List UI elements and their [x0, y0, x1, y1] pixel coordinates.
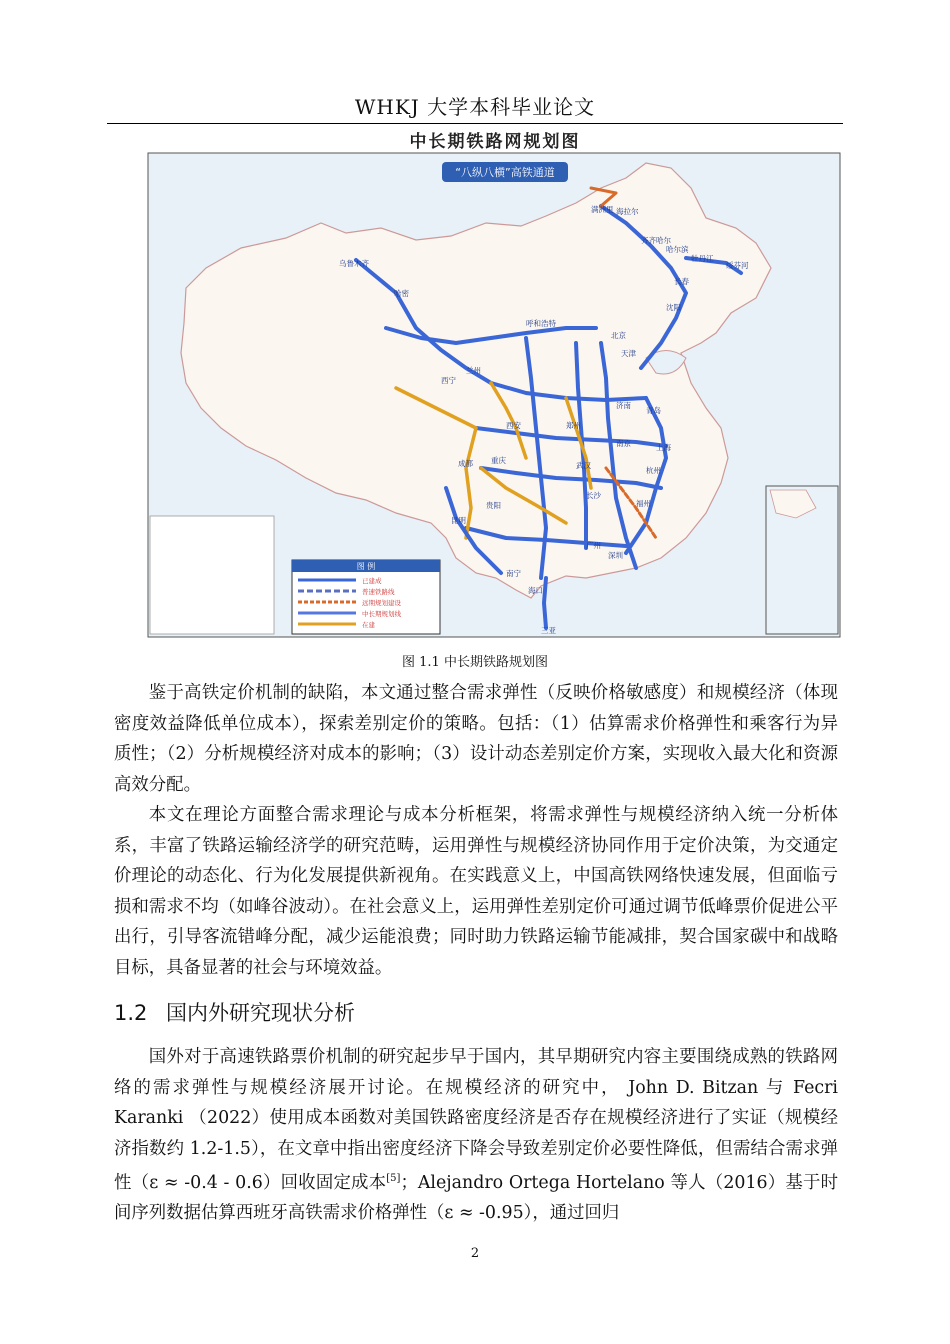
- legend: [292, 560, 440, 634]
- city-label: 南京: [616, 439, 631, 448]
- header-rule: [107, 123, 843, 124]
- city-label: 海口: [528, 586, 543, 595]
- city-label: 广州: [586, 541, 601, 550]
- city-label: 乌鲁木齐: [339, 259, 369, 268]
- city-label: 西安: [506, 421, 521, 430]
- railway-map-figure: [146, 128, 844, 638]
- city-label: 杭州: [646, 466, 661, 475]
- paragraph-1: 鉴于高铁定价机制的缺陷，本文通过整合需求弹性（反映价格敏感度）和规模经济（体现密度效益降低单位成本），探索差别定价的策略。包括：（1）估算需求价格弹性和乘客行为异质性；（2）分析规模经济对成本的影响；（3）设计动态差别定价方案，实现收入最大化和资源高效分配。: [114, 683, 838, 795]
- rail-line: [544, 578, 546, 628]
- map-title: 中长期铁路网规划图: [409, 132, 581, 152]
- section-heading: [114, 998, 355, 1028]
- section-number: 1.2: [114, 1001, 148, 1025]
- city-label: 满洲里: [591, 205, 614, 214]
- page-header: WHKJ 大学本科毕业论文: [354, 95, 596, 119]
- legend-item-label: 已建成: [362, 577, 382, 585]
- paragraph-2: 本文在理论方面整合需求理论与成本分析框架，将需求弹性与规模经济纳入统一分析体系，丰富了铁路运输经济学的研究范畴，运用弹性与规模经济协同作用于定价决策，为交通定价理论的动态化、行为化发展提供新视角。在实践意义上，中国高铁网络快速发展，但面临亏损和需求不均（如峰谷波动）。在社会意义上，运用弹性差别定价可通过调节低峰票价促进公平出行，引导客流错峰分配，减少运能浪费；同时助力铁路运输节能减排，契合国家碳中和战略目标，具备显著的社会与环境效益。: [114, 805, 838, 978]
- legend-title: 图 例: [356, 562, 376, 571]
- city-label: 牡丹江: [691, 254, 714, 263]
- city-label: 兰州: [466, 366, 481, 375]
- legend-item-label: 远期规划建设: [362, 599, 401, 607]
- legend-item-label: 在建: [362, 621, 375, 629]
- paragraph-3-text-cont: ；Alejandro Ortega Hortelano 等人（2016）基于时间序列数据估算西班牙高铁需求价格弹性（ε ≈ -0.95），通过回归: [114, 1172, 839, 1224]
- city-label: 绥芬河: [726, 261, 749, 270]
- city-label: 哈密: [394, 289, 409, 298]
- city-label: 武汉: [576, 461, 591, 470]
- city-label: 天津: [621, 349, 636, 358]
- inset-legend-box: [150, 516, 274, 634]
- city-label: 昆明: [451, 516, 466, 525]
- city-label: 海拉尔: [616, 207, 639, 216]
- city-label: 长沙: [586, 491, 601, 500]
- city-label: 重庆: [491, 456, 506, 465]
- city-label: 长春: [674, 277, 689, 286]
- paragraph-3: [114, 1042, 838, 1229]
- citation-ref: [5]: [386, 1173, 401, 1184]
- city-label: 南宁: [506, 569, 521, 578]
- city-label: 上海: [656, 443, 671, 452]
- city-label: 呼和浩特: [526, 319, 556, 328]
- paragraph-3-text: 国外对于高速铁路票价机制的研究起步早于国内，其早期研究内容主要围绕成熟的铁路网络的需求弹性与规模经济展开讨论。在规模经济的研究中， John D. Bitzan 与 Fecri Karanki （2022）使用成本函数对美国铁路密度经济是否存在规模经济进行了实证（规模经济指数约 1.2-1.5），在文章中指出密度经济下降会导致差别定价必要性降低，但需结合需求弹性（ε ≈ -0.4 - 0.6）回收固定成本: [114, 1047, 838, 1193]
- city-label: 青岛: [646, 406, 661, 415]
- city-label: 北京: [611, 331, 626, 340]
- legend-item-label: 中长期规划线: [362, 610, 401, 618]
- city-label: 深圳: [608, 551, 623, 560]
- section-title: 国内外研究现状分析: [166, 1001, 355, 1025]
- city-label: 济南: [616, 401, 631, 410]
- figure-caption: 图 1.1 中长期铁路规划图: [402, 655, 548, 670]
- city-label: 贵阳: [486, 501, 501, 510]
- city-label: 成都: [458, 459, 473, 468]
- city-label: 沈阳: [666, 303, 681, 312]
- city-label: 西宁: [441, 376, 456, 385]
- city-label: 哈尔滨: [666, 245, 689, 254]
- city-label: 齐齐哈尔: [641, 236, 671, 245]
- city-label: 三亚: [541, 626, 556, 635]
- legend-item-label: 普速铁路线: [362, 588, 395, 596]
- city-label: 福州: [636, 499, 651, 508]
- city-label: 郑州: [566, 421, 581, 430]
- banner-text: “八纵八横”高铁通道: [455, 166, 555, 179]
- page-number: 2: [470, 1246, 480, 1261]
